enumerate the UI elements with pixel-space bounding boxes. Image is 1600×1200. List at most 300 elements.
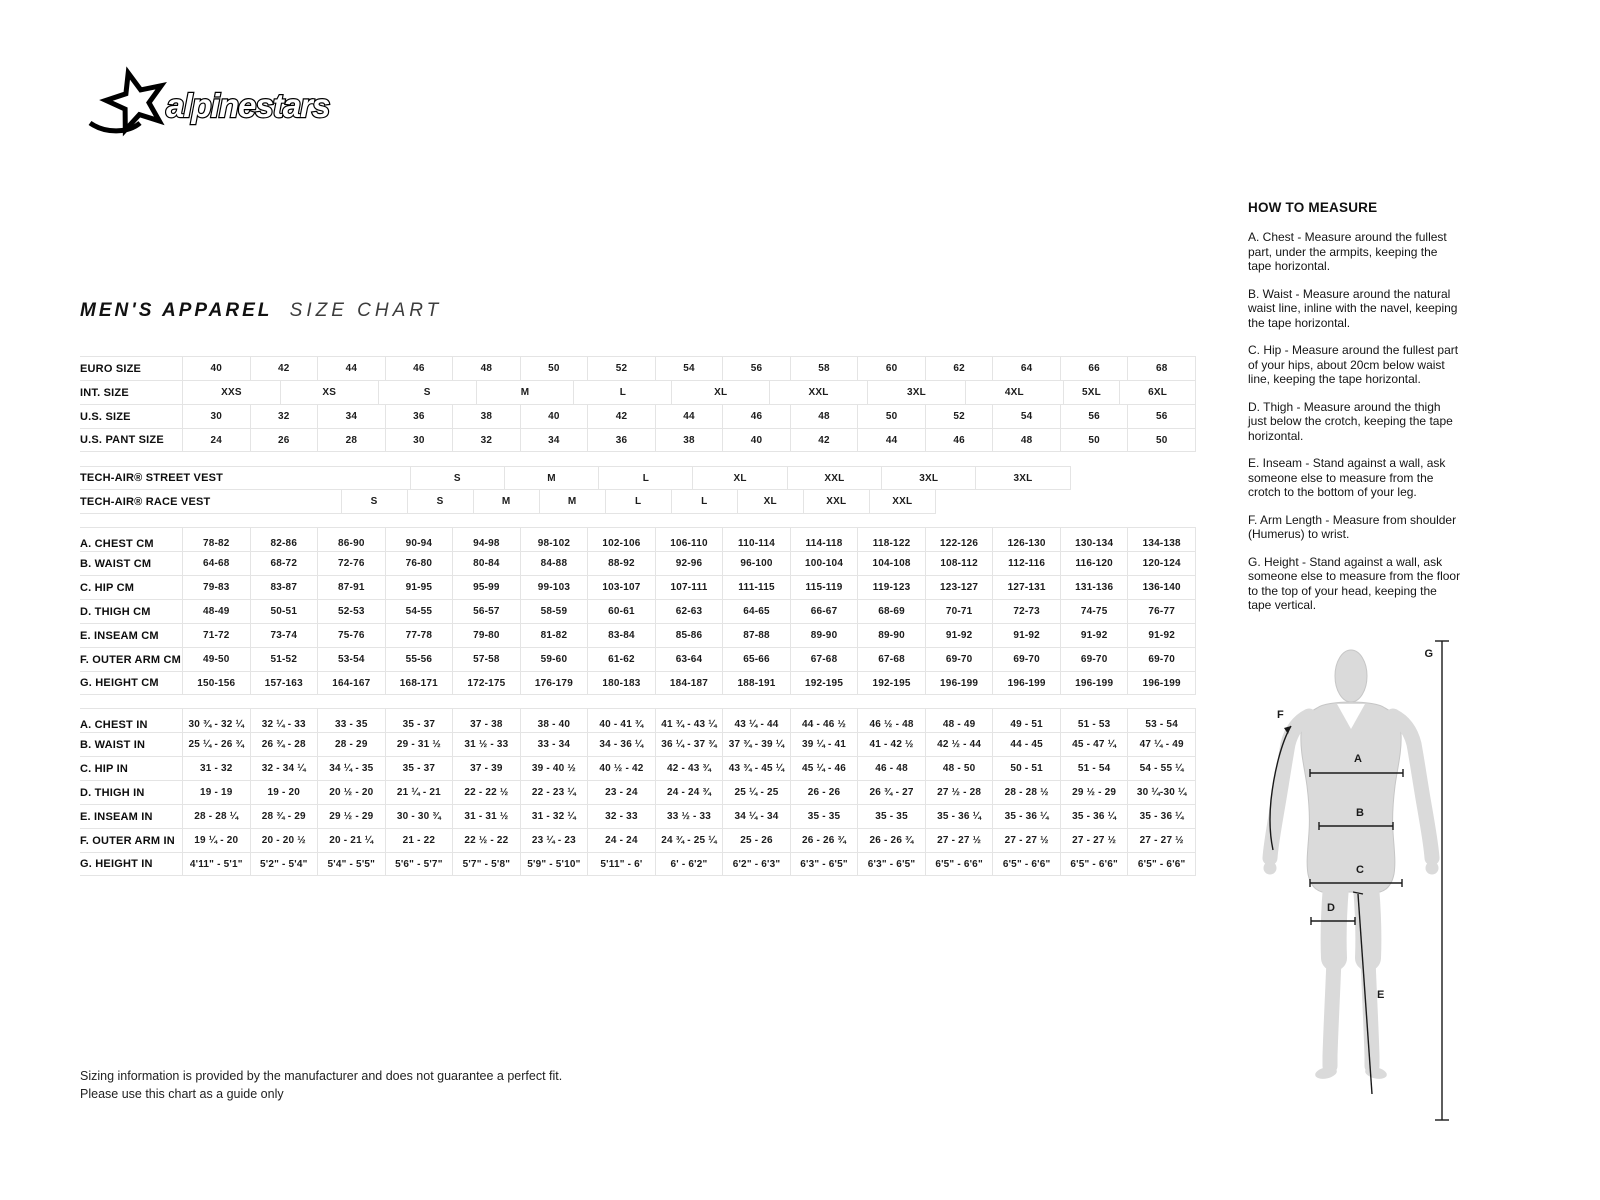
size-cell: 67-68 — [857, 647, 925, 671]
row-label: U.S. PANT SIZE — [80, 428, 182, 452]
size-cell: 87-91 — [317, 575, 385, 599]
size-cell: 100-104 — [790, 551, 858, 575]
size-cell: 37 - 39 — [452, 756, 520, 780]
size-cell: 50-51 — [250, 599, 318, 623]
size-cell: 22 - 23 ¼ — [520, 780, 588, 804]
size-cell: 33 - 34 — [520, 732, 588, 756]
size-cell: 72-76 — [317, 551, 385, 575]
size-cell: 31 - 32 ¼ — [520, 804, 588, 828]
size-cell: 46 - 48 — [857, 756, 925, 780]
size-cell: 32 — [250, 404, 318, 428]
size-cell: 168-171 — [385, 671, 453, 695]
size-cell: 48 — [992, 428, 1060, 452]
size-cell: 83-84 — [587, 623, 655, 647]
body-silhouette — [1264, 650, 1439, 1081]
disclaimer-line-2: Please use this chart as a guide only — [80, 1086, 284, 1101]
size-cell: 71-72 — [182, 623, 250, 647]
body-measurement-diagram — [1225, 628, 1465, 1138]
measure-instruction: C. Hip - Measure around the fullest part of your hips, about 20cm below waist line, keeping the tape horizontal. — [1248, 343, 1459, 386]
size-cell: 86-90 — [317, 527, 385, 551]
size-cell: 56 — [722, 356, 790, 380]
size-cell: 39 - 40 ½ — [520, 756, 588, 780]
size-cell: 40 ½ - 42 — [587, 756, 655, 780]
size-row-waist-cm — [80, 551, 1196, 575]
size-cell: 106-110 — [655, 527, 723, 551]
size-row-euro-size — [80, 356, 1196, 380]
size-table — [80, 356, 1196, 889]
size-cell: 3XL — [867, 380, 965, 404]
size-cell: 127-131 — [992, 575, 1060, 599]
size-cell: 118-122 — [857, 527, 925, 551]
size-cell: S — [341, 490, 407, 514]
size-cell: 62-63 — [655, 599, 723, 623]
size-cell: 27 - 27 ½ — [1060, 828, 1128, 852]
size-cell: 82-86 — [250, 527, 318, 551]
how-to-measure-heading: HOW TO MEASURE — [1248, 200, 1378, 215]
row-label: D. THIGH IN — [80, 780, 182, 804]
size-cell: 31 - 31 ½ — [452, 804, 520, 828]
size-cell: 65-66 — [722, 647, 790, 671]
size-cell: 34 — [520, 428, 588, 452]
size-cell: 50 — [1060, 428, 1128, 452]
how-to-measure-list — [1248, 230, 1462, 613]
size-cell: 88-92 — [587, 551, 655, 575]
size-cell: 74-75 — [1060, 599, 1128, 623]
size-cell: 48 — [790, 404, 858, 428]
row-label: EURO SIZE — [80, 356, 182, 380]
size-row-us-size — [80, 404, 1196, 428]
label-hip: C — [1356, 864, 1364, 876]
size-cell: 58 — [790, 356, 858, 380]
size-cell: 44 — [857, 428, 925, 452]
logo-star-icon — [106, 73, 161, 130]
size-cell: 26 ¾ - 27 — [857, 780, 925, 804]
size-cell: 32 - 34 ¼ — [250, 756, 318, 780]
size-cell: 59-60 — [520, 647, 588, 671]
row-label: B. WAIST CM — [80, 551, 182, 575]
size-cell: 72-73 — [992, 599, 1060, 623]
size-cell: 31 - 32 — [182, 756, 250, 780]
size-row-us-pant-size — [80, 428, 1196, 452]
size-cell: L — [605, 490, 671, 514]
size-row-waist-in — [80, 732, 1196, 756]
size-cell: 3XL — [881, 466, 975, 490]
size-cell: 76-80 — [385, 551, 453, 575]
body-figure-graphic — [1225, 628, 1465, 1138]
size-cell: 136-140 — [1127, 575, 1196, 599]
measure-instruction: E. Inseam - Stand against a wall, ask someone else to measure from the crotch to the bottom of your leg. — [1248, 456, 1446, 499]
size-cell: 81-82 — [520, 623, 588, 647]
size-cell: 196-199 — [1127, 671, 1196, 695]
size-cell: 54 — [992, 404, 1060, 428]
size-cell: 28 - 29 — [317, 732, 385, 756]
size-cell: 54 - 55 ¼ — [1127, 756, 1196, 780]
size-cell: M — [476, 380, 574, 404]
size-cell: 164-167 — [317, 671, 385, 695]
size-row-height-in — [80, 852, 1196, 876]
size-cell: 4XL — [965, 380, 1063, 404]
size-cell: 44 — [655, 404, 723, 428]
size-cell: 110-114 — [722, 527, 790, 551]
size-cell: 68-72 — [250, 551, 318, 575]
size-cell: 30 - 30 ¾ — [385, 804, 453, 828]
size-cell: 108-112 — [925, 551, 993, 575]
size-cell: 68-69 — [857, 599, 925, 623]
size-cell: 24 ¾ - 25 ¼ — [655, 828, 723, 852]
size-cell: 20 - 21 ¼ — [317, 828, 385, 852]
size-cell: 5'6" - 5'7" — [385, 852, 453, 876]
size-cell: 80-84 — [452, 551, 520, 575]
empty-cell — [936, 490, 1196, 514]
size-cell: 68 — [1127, 356, 1196, 380]
size-cell: 43 ¾ - 45 ¼ — [722, 756, 790, 780]
row-label: C. HIP CM — [80, 575, 182, 599]
size-cell: 42 — [790, 428, 858, 452]
figure-head — [1335, 650, 1367, 702]
size-cell: XS — [280, 380, 378, 404]
size-cell: 64-65 — [722, 599, 790, 623]
row-label: E. INSEAM CM — [80, 623, 182, 647]
row-label: B. WAIST IN — [80, 732, 182, 756]
size-cell: S — [378, 380, 476, 404]
size-cell: 83-87 — [250, 575, 318, 599]
size-cell: 48 — [452, 356, 520, 380]
size-cell: 6XL — [1119, 380, 1196, 404]
size-cell: 19 ¼ - 20 — [182, 828, 250, 852]
size-cell: 90-94 — [385, 527, 453, 551]
size-cell: 27 ½ - 28 — [925, 780, 993, 804]
size-cell: 46 ½ - 48 — [857, 708, 925, 732]
size-cell: 180-183 — [587, 671, 655, 695]
size-cell: 119-123 — [857, 575, 925, 599]
size-cell: 67-68 — [790, 647, 858, 671]
size-cell: 66 — [1060, 356, 1128, 380]
size-cell: 56 — [1127, 404, 1196, 428]
table-group-techair — [80, 466, 1196, 514]
size-cell: 48 - 50 — [925, 756, 993, 780]
size-cell: 40 — [520, 404, 588, 428]
disclaimer — [80, 1068, 562, 1103]
alpinestars-logo-graphic — [78, 66, 348, 146]
size-cell: 5XL — [1063, 380, 1119, 404]
how-to-measure-panel — [1248, 200, 1462, 626]
size-cell: 94-98 — [452, 527, 520, 551]
size-cell: 52-53 — [317, 599, 385, 623]
size-cell: 53-54 — [317, 647, 385, 671]
size-cell: 50 — [857, 404, 925, 428]
size-cell: 40 — [722, 428, 790, 452]
label-height: G — [1424, 648, 1433, 660]
size-row-inseam-in — [80, 804, 1196, 828]
size-cell: 120-124 — [1127, 551, 1196, 575]
size-row-height-cm — [80, 671, 1196, 695]
size-cell: XXL — [787, 466, 881, 490]
size-cell: 70-71 — [925, 599, 993, 623]
size-cell: 115-119 — [790, 575, 858, 599]
label-chest: A — [1354, 753, 1362, 765]
size-cell: 60 — [857, 356, 925, 380]
size-row-hip-in — [80, 756, 1196, 780]
empty-cell — [210, 490, 340, 514]
measure-instruction: A. Chest - Measure around the fullest part, under the armpits, keeping the tape horizontal. — [1248, 230, 1447, 273]
size-cell: 28 - 28 ¼ — [182, 804, 250, 828]
size-cell: 35 - 35 — [790, 804, 858, 828]
size-row-chest-in — [80, 708, 1196, 732]
size-cell: 30 — [182, 404, 250, 428]
size-cell: 42 — [587, 404, 655, 428]
size-cell: 44 — [317, 356, 385, 380]
size-cell: 91-92 — [992, 623, 1060, 647]
size-cell: 34 - 36 ¼ — [587, 732, 655, 756]
size-cell: 46 — [385, 356, 453, 380]
size-cell: 6'3" - 6'5" — [790, 852, 858, 876]
label-waist: B — [1356, 807, 1364, 819]
row-label: C. HIP IN — [80, 756, 182, 780]
size-cell: 47 ¼ - 49 — [1127, 732, 1196, 756]
size-cell: 34 ¼ - 35 — [317, 756, 385, 780]
size-cell: 75-76 — [317, 623, 385, 647]
size-cell: 131-136 — [1060, 575, 1128, 599]
size-cell: 76-77 — [1127, 599, 1196, 623]
size-cell: 51 - 53 — [1060, 708, 1128, 732]
size-cell: 57-58 — [452, 647, 520, 671]
size-cell: 25 ¼ - 25 — [722, 780, 790, 804]
label-arm-length: F — [1277, 709, 1284, 721]
size-cell: 27 - 27 ½ — [925, 828, 993, 852]
row-label: TECH-AIR® RACE VEST — [80, 490, 210, 514]
size-cell: 29 - 31 ½ — [385, 732, 453, 756]
row-label: INT. SIZE — [80, 380, 182, 404]
size-cell: 26 — [250, 428, 318, 452]
size-cell: 130-134 — [1060, 527, 1128, 551]
size-cell: 69-70 — [925, 647, 993, 671]
size-cell: 52 — [925, 404, 993, 428]
size-cell: 184-187 — [655, 671, 723, 695]
size-cell: 51 - 54 — [1060, 756, 1128, 780]
size-cell: 122-126 — [925, 527, 993, 551]
size-cell: 196-199 — [992, 671, 1060, 695]
size-cell: 42 - 43 ¾ — [655, 756, 723, 780]
size-cell: 192-195 — [857, 671, 925, 695]
size-cell: 6'5" - 6'6" — [925, 852, 993, 876]
size-cell: 5'2" - 5'4" — [250, 852, 318, 876]
size-cell: 27 - 27 ½ — [992, 828, 1060, 852]
size-cell: 35 - 37 — [385, 756, 453, 780]
size-cell: M — [504, 466, 598, 490]
size-cell: 35 - 36 ¼ — [992, 804, 1060, 828]
size-cell: 56-57 — [452, 599, 520, 623]
size-cell: 172-175 — [452, 671, 520, 695]
size-cell: 104-108 — [857, 551, 925, 575]
size-cell: 21 - 22 — [385, 828, 453, 852]
size-cell: XL — [692, 466, 786, 490]
size-cell: 69-70 — [1127, 647, 1196, 671]
size-cell: 192-195 — [790, 671, 858, 695]
size-cell: 40 — [182, 356, 250, 380]
size-cell: 92-96 — [655, 551, 723, 575]
size-cell: 37 ¾ - 39 ¼ — [722, 732, 790, 756]
size-row-thigh-cm — [80, 599, 1196, 623]
disclaimer-line-1: Sizing information is provided by the manufacturer and does not guarantee a perfect fit. — [80, 1069, 563, 1083]
size-cell: S — [410, 466, 504, 490]
size-cell: 51-52 — [250, 647, 318, 671]
size-cell: 112-116 — [992, 551, 1060, 575]
size-cell: 50 — [1127, 428, 1196, 452]
size-cell: 32 - 33 — [587, 804, 655, 828]
size-cell: XXL — [769, 380, 867, 404]
size-cell: 39 ¼ - 41 — [790, 732, 858, 756]
size-cell: 34 ¼ - 34 — [722, 804, 790, 828]
size-cell: XL — [737, 490, 803, 514]
size-cell: 22 ½ - 22 — [452, 828, 520, 852]
size-cell: 50 — [520, 356, 588, 380]
size-row-tech-air-race-vest — [80, 490, 1196, 514]
row-label: E. INSEAM IN — [80, 804, 182, 828]
size-cell: 102-106 — [587, 527, 655, 551]
size-cell: 35 - 37 — [385, 708, 453, 732]
size-cell: 111-115 — [722, 575, 790, 599]
size-cell: 34 — [317, 404, 385, 428]
size-cell: 24 - 24 — [587, 828, 655, 852]
size-row-thigh-in — [80, 780, 1196, 804]
size-cell: 28 — [317, 428, 385, 452]
size-cell: 62 — [925, 356, 993, 380]
size-row-int-size — [80, 380, 1196, 404]
size-row-inseam-cm — [80, 623, 1196, 647]
size-cell: 55-56 — [385, 647, 453, 671]
row-label: G. HEIGHT IN — [80, 852, 182, 876]
size-cell: 69-70 — [1060, 647, 1128, 671]
size-cell: 46 — [722, 404, 790, 428]
size-cell: 23 - 24 — [587, 780, 655, 804]
size-cell: 36 — [385, 404, 453, 428]
size-cell: 38 — [452, 404, 520, 428]
size-cell: 46 — [925, 428, 993, 452]
size-cell: 50 - 51 — [992, 756, 1060, 780]
page-title-primary: MEN'S APPAREL — [80, 300, 273, 321]
size-cell: 54-55 — [385, 599, 453, 623]
size-cell: 25 ¼ - 26 ¾ — [182, 732, 250, 756]
size-cell: 33 ½ - 33 — [655, 804, 723, 828]
size-cell: 52 — [587, 356, 655, 380]
size-cell: 35 - 36 ¼ — [1127, 804, 1196, 828]
size-cell: 44 - 46 ½ — [790, 708, 858, 732]
size-cell: 35 - 36 ¼ — [925, 804, 993, 828]
size-cell: 48-49 — [182, 599, 250, 623]
size-cell: 6'5" - 6'6" — [1060, 852, 1128, 876]
size-row-chest-cm — [80, 527, 1196, 551]
page-title — [80, 300, 442, 322]
size-cell: 35 - 35 — [857, 804, 925, 828]
size-cell: 6' - 6'2" — [655, 852, 723, 876]
size-row-outer-arm-cm — [80, 647, 1196, 671]
size-cell: 26 - 26 — [790, 780, 858, 804]
size-cell: 35 - 36 ¼ — [1060, 804, 1128, 828]
empty-cell — [223, 466, 410, 490]
size-cell: 6'3" - 6'5" — [857, 852, 925, 876]
size-cell: 98-102 — [520, 527, 588, 551]
size-cell: 32 — [452, 428, 520, 452]
empty-cell — [1071, 466, 1196, 490]
measure-instruction: D. Thigh - Measure around the thigh just below the crotch, keeping the tape horizontal. — [1248, 399, 1453, 443]
label-thigh: D — [1327, 902, 1335, 914]
size-cell: 150-156 — [182, 671, 250, 695]
size-cell: 66-67 — [790, 599, 858, 623]
size-cell: 73-74 — [250, 623, 318, 647]
size-cell: M — [539, 490, 605, 514]
page-title-secondary: SIZE CHART — [289, 300, 443, 321]
size-cell: 44 - 45 — [992, 732, 1060, 756]
size-cell: XXL — [803, 490, 869, 514]
size-cell: 41 ¾ - 43 ¼ — [655, 708, 723, 732]
size-cell: 33 - 35 — [317, 708, 385, 732]
size-cell: 22 - 22 ½ — [452, 780, 520, 804]
row-label: TECH-AIR® STREET VEST — [80, 466, 223, 490]
size-cell: 84-88 — [520, 551, 588, 575]
size-cell: 21 ¼ - 21 — [385, 780, 453, 804]
size-cell: 42 ½ - 44 — [925, 732, 993, 756]
row-label: A. CHEST IN — [80, 708, 182, 732]
size-cell: 48 - 49 — [925, 708, 993, 732]
size-cell: 64-68 — [182, 551, 250, 575]
size-cell: 40 - 41 ¾ — [587, 708, 655, 732]
size-cell: 91-92 — [1127, 623, 1196, 647]
size-cell: 20 ½ - 20 — [317, 780, 385, 804]
size-cell: 3XL — [975, 466, 1070, 490]
size-cell: 89-90 — [790, 623, 858, 647]
size-cell: 157-163 — [250, 671, 318, 695]
size-cell: 36 — [587, 428, 655, 452]
size-cell: 63-64 — [655, 647, 723, 671]
size-cell: 49 - 51 — [992, 708, 1060, 732]
size-cell: 42 — [250, 356, 318, 380]
logo-wordmark: alpinestars — [166, 87, 330, 124]
size-cell: 25 - 26 — [722, 828, 790, 852]
measure-instruction: B. Waist - Measure around the natural waist line, inline with the navel, keeping the tape horizontal. — [1248, 286, 1458, 330]
size-cell: 32 ¼ - 33 — [250, 708, 318, 732]
size-cell: XXL — [869, 490, 936, 514]
size-cell: 64 — [992, 356, 1060, 380]
size-cell: 54 — [655, 356, 723, 380]
size-cell: 91-92 — [925, 623, 993, 647]
size-cell: 91-92 — [1060, 623, 1128, 647]
size-cell: 20 - 20 ½ — [250, 828, 318, 852]
size-cell: 19 - 20 — [250, 780, 318, 804]
size-cell: 37 - 38 — [452, 708, 520, 732]
size-cell: 69-70 — [992, 647, 1060, 671]
size-cell: 30 — [385, 428, 453, 452]
size-cell: 24 — [182, 428, 250, 452]
size-cell: 79-83 — [182, 575, 250, 599]
size-cell: 78-82 — [182, 527, 250, 551]
measure-instruction: F. Arm Length - Measure from shoulder (Humerus) to wrist. — [1248, 512, 1457, 541]
size-cell: 5'9" - 5'10" — [520, 852, 588, 876]
size-cell: L — [573, 380, 671, 404]
size-cell: 61-62 — [587, 647, 655, 671]
size-cell: 26 ¾ - 28 — [250, 732, 318, 756]
row-label: D. THIGH CM — [80, 599, 182, 623]
table-group-in — [80, 708, 1196, 876]
size-cell: 27 - 27 ½ — [1127, 828, 1196, 852]
size-cell: 123-127 — [925, 575, 993, 599]
size-cell: 29 ½ - 29 — [317, 804, 385, 828]
size-cell: 95-99 — [452, 575, 520, 599]
size-row-hip-cm — [80, 575, 1196, 599]
table-group-cm — [80, 527, 1196, 695]
size-cell: L — [671, 490, 737, 514]
size-cell: S — [407, 490, 473, 514]
size-cell: XL — [671, 380, 769, 404]
